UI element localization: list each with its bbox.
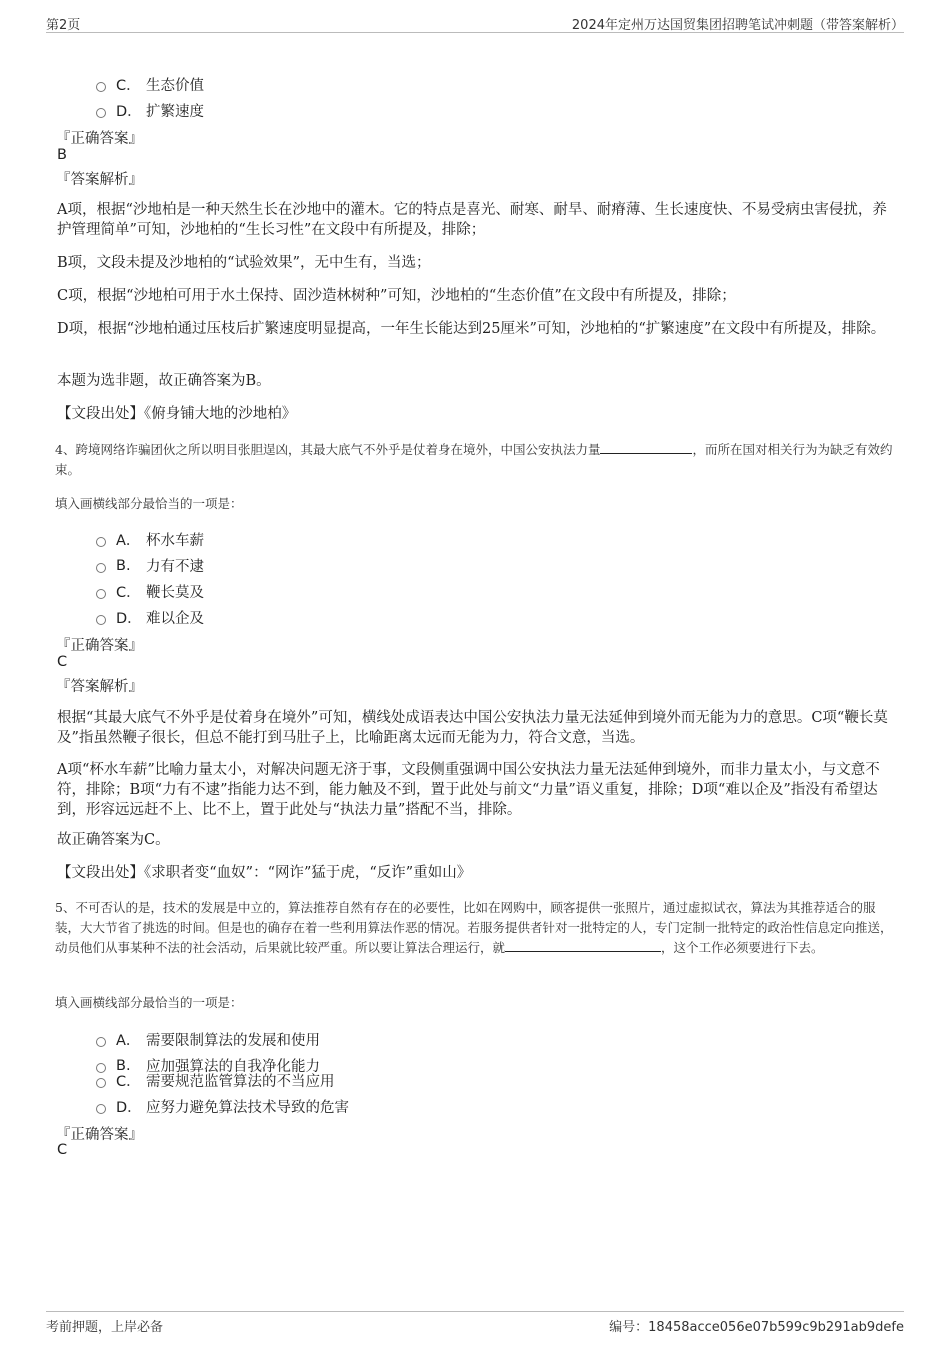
fill-blank xyxy=(600,441,692,454)
q4-option-a[interactable]: A． 杯水车薪 xyxy=(96,529,204,550)
radio-icon[interactable] xyxy=(96,1078,106,1088)
q5-option-c[interactable]: C． 需要规范监管算法的不当应用 xyxy=(96,1070,335,1091)
q4-option-c[interactable]: C． 鞭长莫及 xyxy=(96,581,204,602)
radio-icon[interactable] xyxy=(96,563,106,573)
q5-answer-label: 『正确答案』 xyxy=(56,1127,143,1143)
q4-analysis-conclusion: 故正确答案为C。 xyxy=(57,832,170,848)
q3-analysis-conclusion: 本题为选非题，故正确答案为B。 xyxy=(57,373,271,389)
q4-analysis-para: A项“杯水车薪”比喻力量太小，对解决问题无济于事，文段侧重强调中国公安执法力量无法延伸到境外，而非力量太小，与文意不符，排除；B项“力有不逮”指能力达不到，能力触及不到，置于此处与前文“力量”语义重复，排除；D项“难以企及”指没有希望达到，形容远远赶不上、比不上，置于此处与“执法力量”搭配不当，排除。 xyxy=(57,762,880,818)
footer-slogan: 考前押题，上岸必备 xyxy=(46,1320,164,1335)
q4-answer-label: 『正确答案』 xyxy=(56,638,143,654)
q3-answer-label: 『正确答案』 xyxy=(56,131,143,147)
q3-analysis-label: 『答案解析』 xyxy=(56,172,143,188)
q4-prompt: 填入画横线部分最恰当的一项是： xyxy=(55,496,243,511)
radio-icon[interactable] xyxy=(96,615,106,625)
q3-analysis-para: A项，根据“沙地柏是一种天然生长在沙地中的灌木。它的特点是喜光、耐寒、耐旱、耐瘠薄、生长速度快、不易受病虫害侵扰，养护管理简单”可知，沙地柏的“生长习性”在文段中有所提及，排除； xyxy=(57,202,887,238)
q5-prompt: 填入画横线部分最恰当的一项是： xyxy=(55,995,243,1010)
q4-answer: C xyxy=(57,654,68,670)
radio-icon[interactable] xyxy=(96,108,106,118)
q4-source: 【文段出处】《求职者变“血奴”：“网诈”猛于虎，“反诈”重如山》 xyxy=(57,865,472,881)
q5-option-a[interactable]: A． 需要限制算法的发展和使用 xyxy=(96,1029,320,1050)
radio-icon[interactable] xyxy=(96,537,106,547)
q5-stem: 5、不可否认的是，技术的发展是中立的，算法推荐自然有存在的必要性，比如在网购中，顾客提供一张照片，通过虚拟试衣，算法为其推荐适合的服装，大大节省了挑选的时间。但是也的确存在着一些利用算法作恶的情况。若服务提供者针对一批特定的人，专门定制一批特定的政治性信息定向推送，动员他们从事某种不法的社会活动，后果就比较严重。所以要让算法合理运行，就 ，这个工作必须要进行下去。 xyxy=(55,900,893,955)
radio-icon[interactable] xyxy=(96,82,106,92)
document-id: 编号：18458acce056e07b599c9b291ab9defe xyxy=(609,1320,904,1335)
q4-stem: 4、跨境网络诈骗团伙之所以明目张胆逞凶，其最大底气不外乎是仗着身在境外，中国公安执法力量 ，而所在国对相关行为为缺乏有效约束。 xyxy=(55,442,893,477)
q4-option-d[interactable]: D． 难以企及 xyxy=(96,607,204,628)
page-footer xyxy=(46,1311,904,1338)
q3-analysis-para: C项，根据“沙地柏可用于水土保持、固沙造林树种”可知，沙地柏的“生态价值”在文段中有所提及，排除； xyxy=(57,288,736,304)
q3-answer: B xyxy=(57,147,67,163)
page-header xyxy=(46,12,904,33)
page-number: 第2页 xyxy=(46,18,81,33)
q3-option-c[interactable]: C． 生态价值 xyxy=(96,74,204,95)
radio-icon[interactable] xyxy=(96,1037,106,1047)
q4-analysis-para: 根据“其最大底气不外乎是仗着身在境外”可知，横线处成语表达中国公安执法力量无法延伸到境外而无能为力的意思。C项“鞭长莫及”指虽然鞭子很长，但总不能打到马肚子上，比喻距离太远而无能为力，符合文意，当选。 xyxy=(57,710,888,746)
fill-blank xyxy=(505,939,661,952)
radio-icon[interactable] xyxy=(96,589,106,599)
radio-icon[interactable] xyxy=(96,1104,106,1114)
q3-source: 【文段出处】《俯身铺大地的沙地柏》 xyxy=(57,406,297,422)
q3-option-d[interactable]: D． 扩繁速度 xyxy=(96,100,204,121)
q4-option-b[interactable]: B. 力有不逮 xyxy=(96,555,204,576)
q5-answer: C xyxy=(57,1142,68,1158)
document-title: 2024年定州万达国贸集团招聘笔试冲刺题（带答案解析） xyxy=(571,18,904,33)
q5-option-d[interactable]: D． 应努力避免算法技术导致的危害 xyxy=(96,1096,349,1117)
q3-analysis-para: B项，文段未提及沙地柏的“试验效果”，无中生有，当选； xyxy=(57,255,431,271)
q5-option-b[interactable]: B. 应加强算法的自我净化能力 xyxy=(96,1055,320,1076)
q4-analysis-label: 『答案解析』 xyxy=(56,679,143,695)
q3-analysis-para: D项，根据“沙地柏通过压枝后扩繁速度明显提高，一年生长能达到25厘米”可知，沙地柏的“扩繁速度”在文段中有所提及，排除。 xyxy=(57,321,886,337)
